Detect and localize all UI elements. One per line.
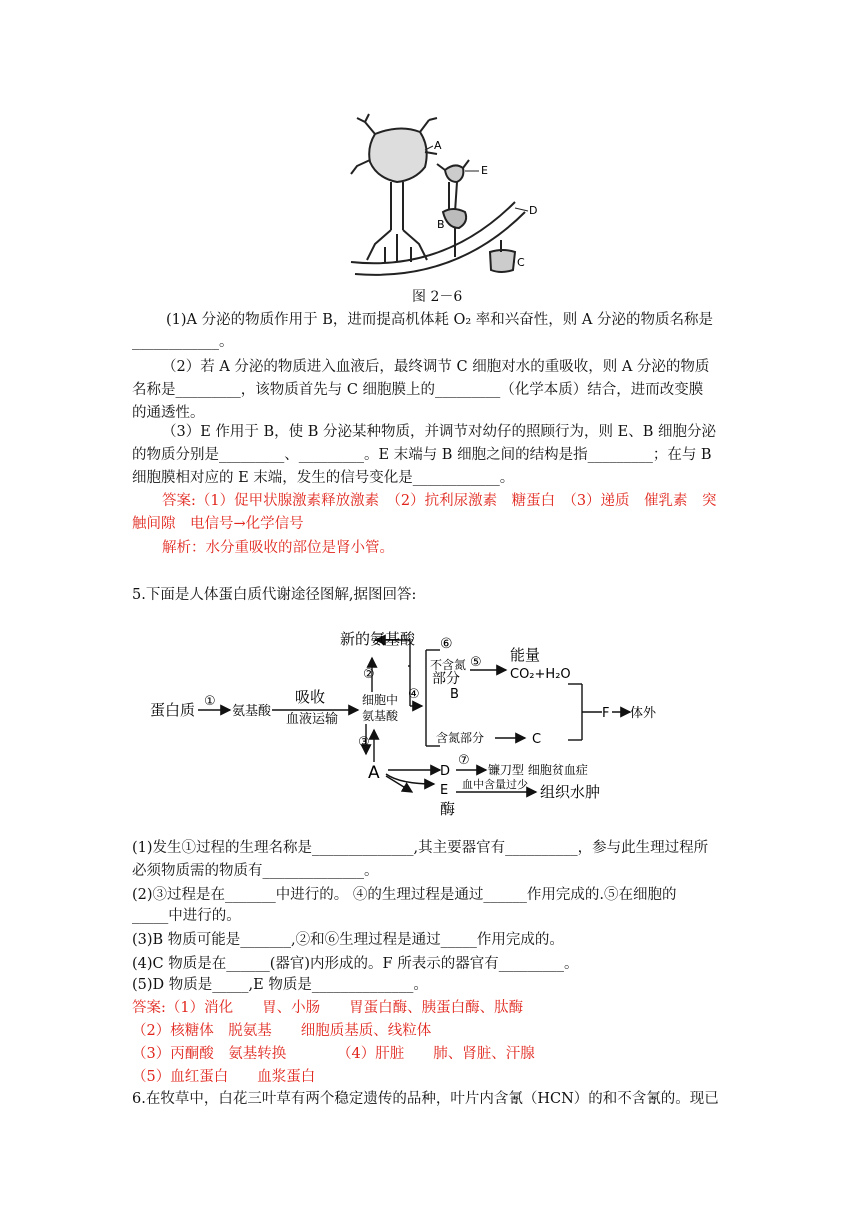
q5-q1-line1: (1)发生①过程的生理名称是______________,其主要器官有__________，参与此生理过程所 [132,840,709,856]
q5-answer-1: 答案:（1）消化 胃、小肠 胃蛋白酶、胰蛋白酶、肽酶 [132,1000,524,1016]
d-outside: 体外 [630,706,657,721]
d-absorb: 吸收 [295,688,326,706]
fig-label-d: D [529,204,538,217]
d-amino: 氨基酸 [232,704,272,719]
q5-answer-3: （3）丙酮酸 氨基转换 （4）肝脏 肺、肾脏、汗腺 [132,1046,535,1062]
d-sickle: 镰刀型 细胞贫血症 [488,763,588,777]
d-n5: ⑤ [470,655,482,670]
q5-answer-4: （5）血红蛋白 血浆蛋白 [132,1069,316,1085]
d-low-blood: 血中含量过少 [462,778,528,791]
q4-explanation: 解析：水分重吸收的部位是肾小管。 [162,540,394,556]
d-n7: ⑦ [458,753,470,768]
q5-title: 5.下面是人体蛋白质代谢途径图解,据图回答: [132,587,417,603]
fig-label-b: B [437,218,445,231]
d-f: F [602,706,610,721]
q4-answer-line1: 答案:（1）促甲状腺激素释放激素 （2）抗利尿激素 糖蛋白 （3）递质 催乳素 突 [162,493,717,509]
d-n2: ② [363,667,375,682]
q6-line1: 6.在牧草中，白花三叶草有两个稳定遗传的品种，叶片内含氰（HCN）的和不含氰的。现已 [132,1091,719,1107]
d-protein: 蛋白质 [150,701,196,719]
protein-metabolism-diagram [140,622,700,822]
d-non-n-1: 不含氮 [430,658,467,672]
q4-p2-line3: 的通透性。 [132,405,205,421]
d-non-n-2: 部分 [432,671,460,687]
q4-p3-line1: （3）E 作用于 B，使 B 分泌某种物质，并调节对幼仔的照顾行为，则 E、B 细胞分泌 [162,424,717,440]
d-b: B [450,687,459,702]
q5-q5: (5)D 物质是_____,E 物质是______________。 [132,977,428,993]
fig-label-c: C [517,256,525,269]
d-cell-amino-2: 氨基酸 [362,709,399,723]
q5-q2-line1: (2)③过程是在_______中进行的。 ④的生理过程是通过______作用完成的.⑤在细胞的 [132,887,677,903]
figure-caption: 图 2－6 [412,289,463,305]
q4-p1-line2: ____________。 [132,334,234,350]
neuron-figure [345,112,555,284]
d-cell-amino-1: 细胞中 [362,693,399,707]
d-n-part: 含氮部分 [436,731,485,745]
d-energy: 能量 [510,646,541,664]
q5-q1-line2: 必须物质需的物质有______________。 [132,863,379,879]
d-n6: ⑥ [440,636,453,652]
q4-p1-line1: (1)A 分泌的物质作用于 B，进而提高机体耗 O₂ 率和兴奋性，则 A 分泌的物质名称是 [166,312,713,328]
d-edema: 组织水肿 [540,783,601,801]
q4-p2-line1: （2）若 A 分泌的物质进入血液后，最终调节 C 细胞对水的重吸收，则 A 分泌的物质 [162,359,710,375]
fig-label-e: E [481,164,488,177]
d-n3: ③ [358,735,370,750]
q5-q4: (4)C 物质是在______(器官)内形成的。F 所表示的器官有_________。 [132,956,579,972]
q5-answer-2: （2）核糖体 脱氨基 细胞质基质、线粒体 [132,1023,432,1039]
q5-q2-line2: _____中进行的。 [132,908,241,924]
d-blood: 血液运输 [286,712,339,727]
q4-answer-line2: 触间隙 电信号→化学信号 [132,516,304,532]
q4-p3-line2: 的物质分别是_________、_________。E 末端与 B 细胞之间的结构是指_________；在与 B [132,447,712,463]
d-d: D [440,764,451,779]
d-n4: ④ [408,687,420,702]
q4-p2-line2: 名称是_________，该物质首先与 C 细胞膜上的_________（化学本质）结合，进而改变膜 [132,382,704,398]
d-new-amino: 新的氨基酸 [340,630,416,648]
d-enzyme: 酶 [440,800,456,818]
d-c: C [532,732,542,747]
d-e: E [440,783,449,798]
q4-p3-line3: 细胞膜相对应的 E 末端，发生的信号变化是____________。 [132,470,515,486]
d-n1: ① [204,694,216,709]
d-co2: CO₂+H₂O [510,667,571,682]
fig-label-a: A [434,139,442,152]
q5-q3: (3)B 物质可能是_______,②和⑥生理过程是通过_____作用完成的。 [132,932,564,948]
d-a: A [368,763,380,783]
